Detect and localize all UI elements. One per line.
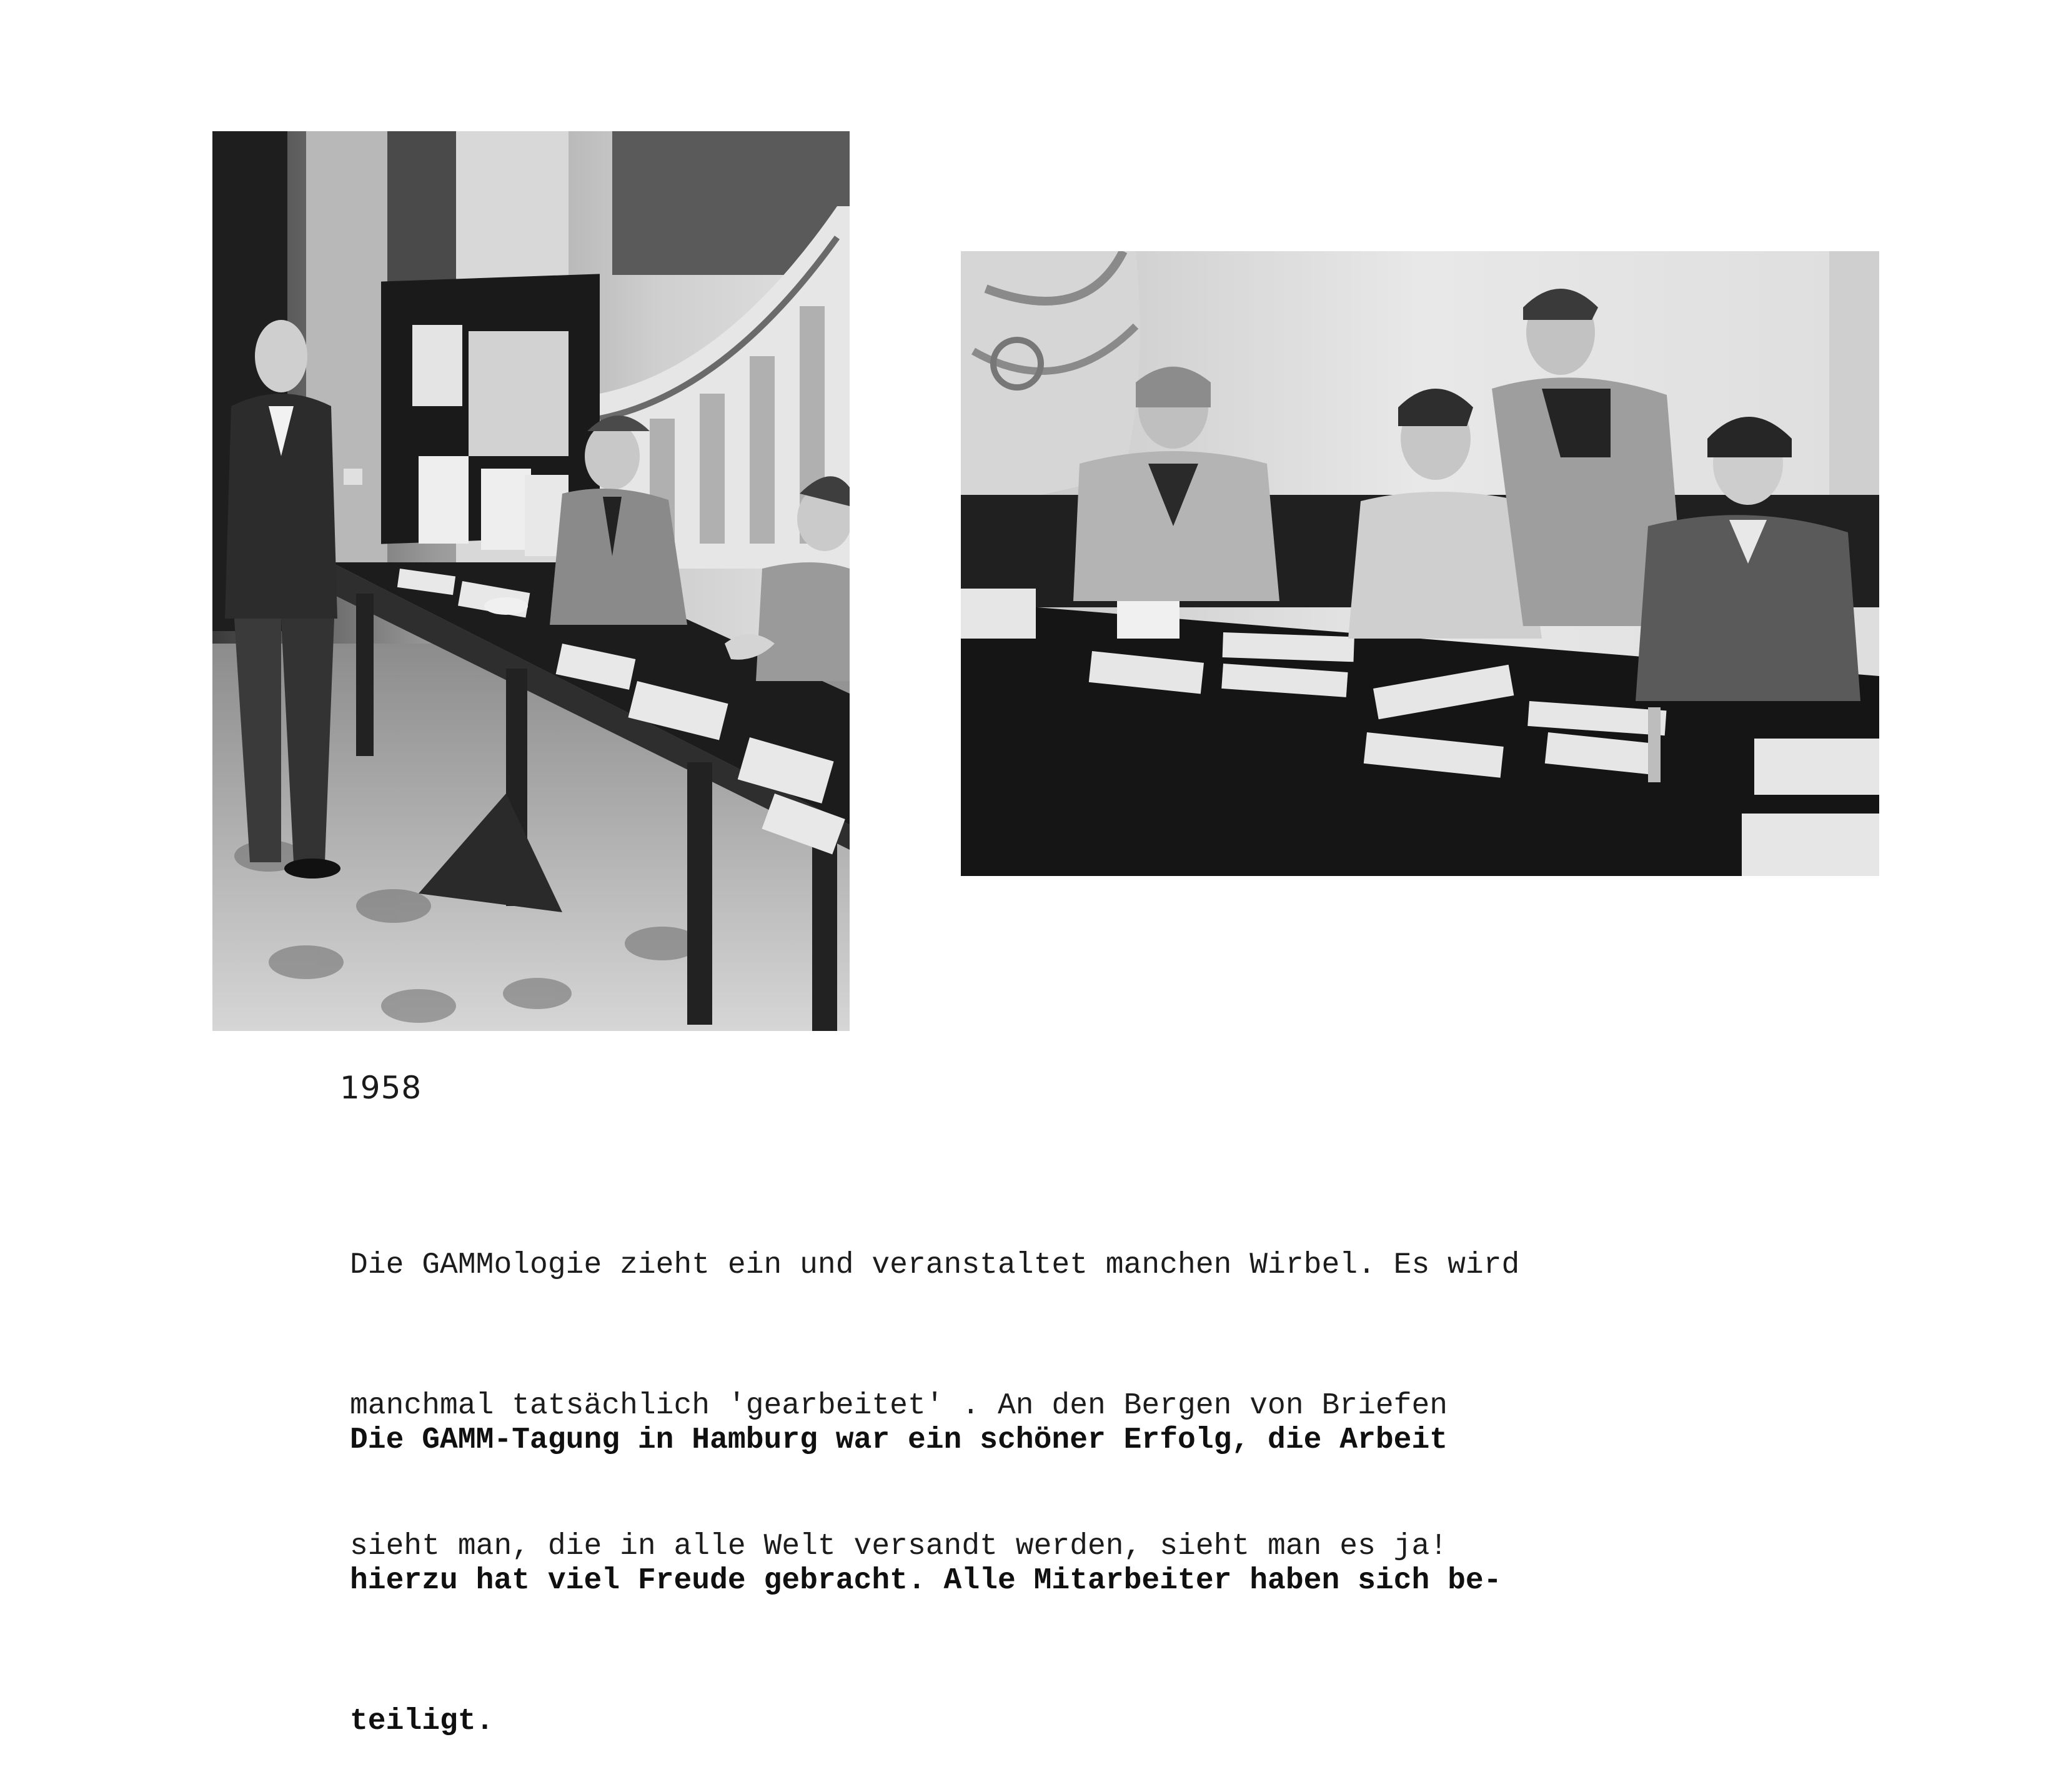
photo-left: [212, 131, 850, 1031]
caption-paragraph-2-line: Die GAMM-Tagung in Hamburg war ein schöner Erfolg, die Arbeit: [350, 1423, 1448, 1457]
caption-paragraph-2-line: teiligt.: [350, 1705, 494, 1738]
caption-paragraph-1-line: manchmal tatsächlich 'gearbeitet' . An den Bergen von Briefen: [350, 1389, 1448, 1423]
caption-paragraph-1-line: sieht man, die in alle Welt versandt werden, sieht man es ja!: [350, 1530, 1448, 1563]
caption-paragraph-2: [350, 1323, 1649, 1792]
caption-paragraph-2-line: hierzu hat viel Freude gebracht. Alle Mitarbeiter haben sich be-: [350, 1564, 1502, 1598]
photo-right: [961, 251, 1879, 876]
photo-right-image: [961, 251, 1879, 876]
year-label: 1958: [340, 1070, 422, 1106]
photo-left-image: [212, 131, 850, 1031]
caption-paragraph-1-line: Die GAMMologie zieht ein und veranstaltet manchen Wirbel. Es wird: [350, 1248, 1520, 1282]
